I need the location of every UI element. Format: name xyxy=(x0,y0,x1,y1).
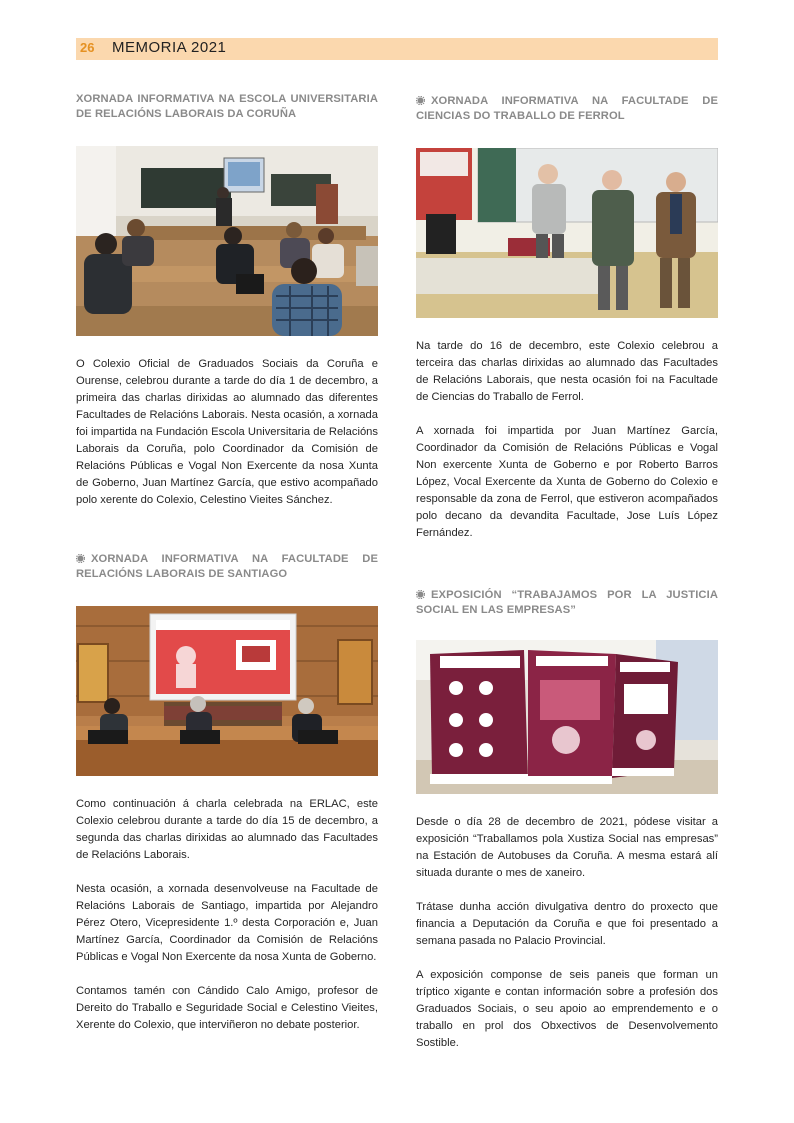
paragraph: Desde o día 28 de decembro de 2021, pódese visitar a exposición “Traballamos pola Xustiza Social nas empresas” na Estación de Autobuses da Coruña. A mesma estará alí situada durante o mes de xaneiro. xyxy=(416,816,718,879)
paragraph: O Colexio Oficial de Graduados Sociais da Coruña e Ourense, celebrou durante a tarde do día 1 de decembro, a primeira das charlas dirixidas ao alumnado das diferentes Facultades de Relacións Laborais. Nesta ocasión, a xornada foi impartida na Fundación Escola Universitaria de Relacións Laborais da Coruña, polo Coordinador da Comisión de Relacións Públicas e Vogal Non Exercente da nosa Xunta de Goberno, Juan Martínez García, que estivo acompañado polo xerente do Colexio, Celestino Vieites Sánchez. xyxy=(76,358,378,506)
paragraph: Contamos tamén con Cándido Calo Amigo, profesor de Dereito do Traballo e Seguridade Social e Celestino Vieites, Xerente do Colexio, que interviñeron no debate posterior. xyxy=(76,985,378,1031)
right-section2-body xyxy=(416,814,718,1069)
ferrol-speakers-photo xyxy=(416,148,718,318)
gear-bullet-icon xyxy=(76,554,85,563)
left-section2-body xyxy=(76,796,378,1051)
paragraph: Como continuación á charla celebrada na ERLAC, este Colexio celebrou durante a tarde do día 15 de decembro, a segunda das charlas dirixidas ao alumnado das Facultades de Relacións Laborais. xyxy=(76,798,378,861)
paragraph: A exposición componse de seis paneis que forman un tríptico xigante e contan información sobre a profesión dos Graduados Sociais, o seu apoio ao emprendemento e o traballo en prol dos Obxectivos de Desenvolvemento Sostible. xyxy=(416,969,718,1049)
paragraph: Trátase dunha acción divulgativa dentro do proxecto que financia a Deputación da Coruña e que foi presentado a semana pasada no Palacio Provincial. xyxy=(416,901,718,947)
paragraph: Nesta ocasión, a xornada desenvolveuse na Facultade de Relacións Laborais de Santiago, impartida por Alejandro Pérez Otero, Vicepresidente 1.º desta Corporación e, Juan Martínez García, Coordinador da Comisión de Relacións Públicas e Vogal Non Exercente da nosa Xunta de Goberno. xyxy=(76,883,378,963)
right-section1-body xyxy=(416,338,718,559)
right-section1-heading: XORNADA INFORMATIVA NA FACULTADE DE CIENCIAS DO TRABALLO DE FERROL xyxy=(416,95,718,122)
page-title: MEMORIA 2021 xyxy=(112,39,227,56)
panel-speakers-photo xyxy=(76,606,378,776)
paragraph: A xornada foi impartida por Juan Martínez García, Coordinador da Comisión de Relacións Públicas e Vogal Non exercente Xunta de Goberno e por Roberto Barros López, Vocal Exercente da Xunta de Goberno do Colexio e responsable da zona de Ferrol, que estiveron acompañados polo decano da devandita Facultade, Jose Luís López Fernández. xyxy=(416,425,718,539)
page-number: 26 xyxy=(80,40,95,55)
paragraph: Na tarde do 16 de decembro, este Colexio celebrou a terceira das charlas dirixidas ao alumnado das Facultades de Relacións Laborais, que nesta ocasión foi na Facultade de Ciencias do Traballo de Ferrol. xyxy=(416,340,718,403)
right-section2-heading: EXPOSICIÓN “TRABAJAMOS POR LA JUSTICIA SOCIAL EN LAS EMPRESAS” xyxy=(416,589,718,616)
classroom-photo xyxy=(76,146,378,336)
gear-bullet-icon xyxy=(416,96,425,105)
left-section1-heading: XORNADA INFORMATIVA NA ESCOLA UNIVERSITARIA DE RELACIÓNS LABORAIS DA CORUÑA xyxy=(76,93,378,120)
left-section1-body xyxy=(76,356,378,526)
left-section2-heading: XORNADA INFORMATIVA NA FACULTADE DE RELACIÓNS LABORAIS DE SANTIAGO xyxy=(76,553,378,580)
exhibition-photo xyxy=(416,640,718,794)
gear-bullet-icon xyxy=(416,590,425,599)
